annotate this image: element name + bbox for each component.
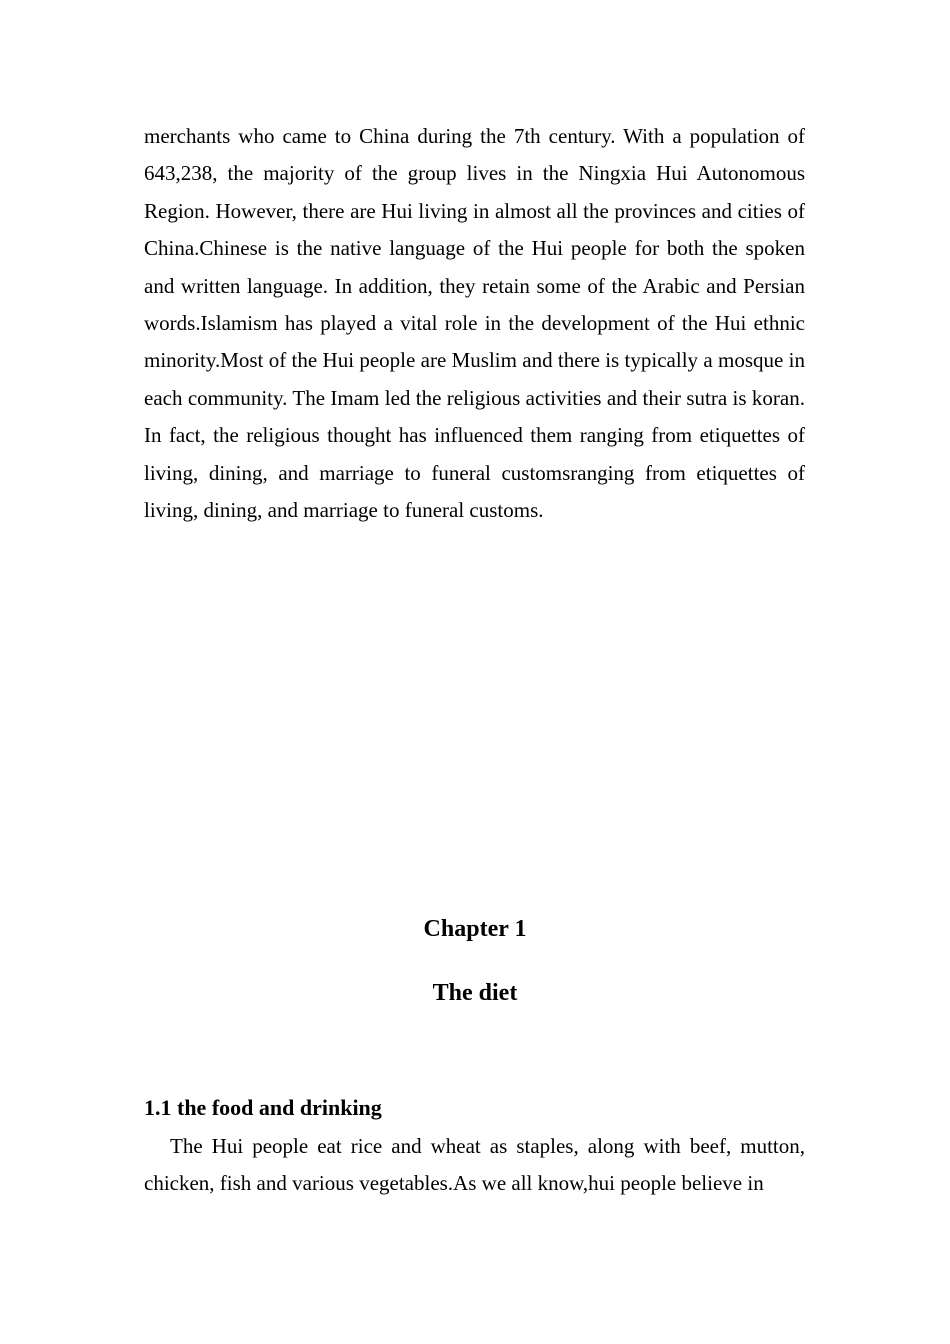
chapter-number: Chapter 1 xyxy=(423,916,527,942)
section-paragraph: The Hui people eat rice and wheat as staples, along with beef, mutton, chicken, fish and various vegetables.As we all know,hui people believe in xyxy=(144,1134,805,1196)
section-heading: 1.1 the food and drinking xyxy=(144,1095,382,1120)
chapter-title: The diet xyxy=(432,980,518,1006)
intro-paragraph: merchants who came to China during the 7th century. With a population of 643,238, the majority of the group lives in the Ningxia Hui Autonomous Region. However, there are Hui living in almost all the provinces and cities of China.Chinese is the native language of the Hui people for both the spoken and written language. In addition, they retain some of the Arabic and Persian words.Islamism has played a vital role in the development of the Hui ethnic minority.Most of the Hui people are Muslim and there is typically a mosque in each community. The Imam led the religious activities and their sutra is koran. In fact, the religious thought has influenced them ranging from etiquettes of living, dining, and marriage to funeral customsranging from etiquettes of living, dining, and marriage to funeral customs. xyxy=(144,124,805,523)
